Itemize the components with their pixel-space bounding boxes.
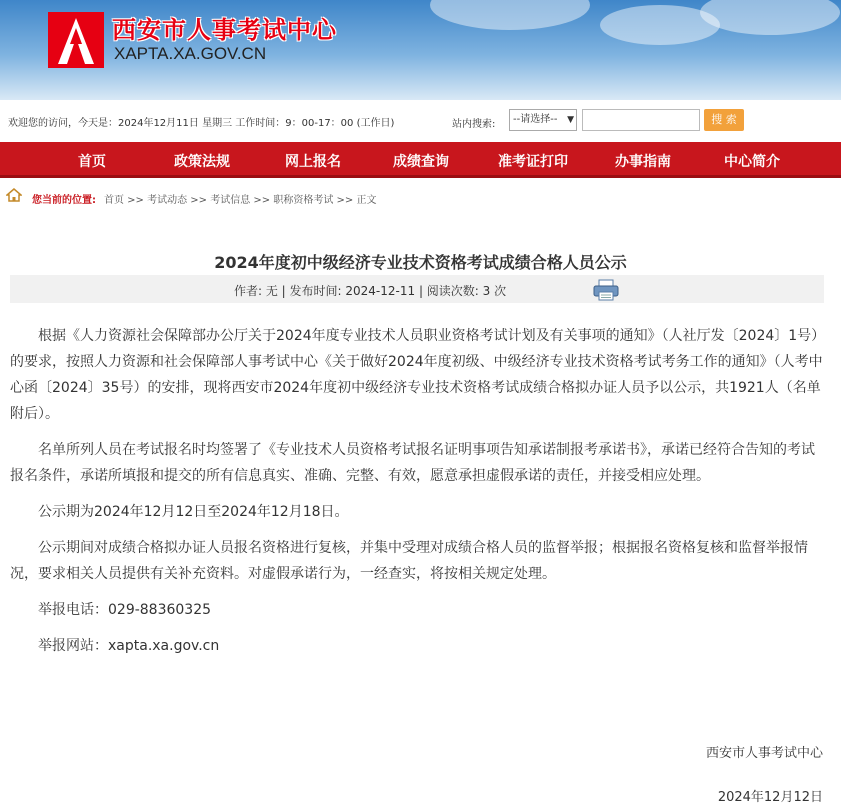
- report-website[interactable]: 举报网站：xapta.xa.gov.cn: [38, 638, 220, 654]
- site-header: [0, 0, 841, 100]
- welcome-text: 欢迎您的访问，今天是：2024年12月11日 星期三 工作时间：9：00-17：00 (工作日): [8, 118, 395, 129]
- article-meta-text: 作者: 无 | 发布时间: 2024-12-11 | 阅读次数: 3 次: [234, 284, 507, 298]
- nav-item-registration[interactable]: 网上报名: [285, 154, 341, 170]
- article-meta: [10, 275, 824, 303]
- search-input[interactable]: [582, 109, 700, 131]
- nav-item-home[interactable]: 首页: [78, 154, 106, 170]
- chevron-down-icon: ▼: [567, 115, 574, 125]
- article-paragraph: 公示期为2024年12月12日至2024年12月18日。: [38, 504, 349, 520]
- article-body: [10, 323, 826, 669]
- main-nav: [0, 142, 841, 178]
- nav-item-policy[interactable]: 政策法规: [174, 154, 230, 170]
- search-category-select[interactable]: [509, 109, 577, 131]
- breadcrumb: [0, 184, 841, 212]
- site-logo-icon[interactable]: [48, 12, 104, 68]
- site-title[interactable]: 西安市人事考试中心: [112, 16, 337, 44]
- article-title: 2024年度初中级经济专业技术资格考试成绩合格人员公示: [214, 253, 627, 272]
- search-button[interactable]: 搜 索: [704, 109, 744, 131]
- search-label: 站内搜索:: [452, 119, 496, 130]
- report-phone: 举报电话：029-88360325: [38, 602, 212, 618]
- search-category-value: --请选择--: [513, 114, 558, 125]
- cloud-decoration: [430, 0, 590, 30]
- nav-item-guide[interactable]: 办事指南: [615, 154, 671, 170]
- breadcrumb-path[interactable]: 首页 >> 考试动态 >> 考试信息 >> 职称资格考试 >> 正文: [104, 195, 377, 206]
- article-paragraph: 公示期间对成绩合格拟办证人员报名资格进行复核，并集中受理对成绩合格人员的监督举报；根据报名资格复核和监督举报情况，要求相关人员提供有关补充资料。对虚假承诺行为，一经查实，将按相关规定处理。: [10, 540, 808, 582]
- site-domain: XAPTA.XA.GOV.CN: [114, 44, 267, 63]
- home-icon: [6, 188, 22, 205]
- nav-item-admission-ticket[interactable]: 准考证打印: [498, 154, 568, 170]
- info-bar: [0, 100, 841, 142]
- printer-icon[interactable]: [593, 279, 619, 304]
- article-signature: 西安市人事考试中心: [705, 746, 823, 761]
- nav-item-about[interactable]: 中心简介: [724, 154, 780, 170]
- cloud-decoration: [700, 0, 840, 35]
- nav-item-score-query[interactable]: 成绩查询: [393, 154, 449, 170]
- article-paragraph: 根据《人力资源社会保障部办公厅关于2024年度专业技术人员职业资格考试计划及有关事项的通知》（人社厅发〔2024〕1号）的要求，按照人力资源和社会保障部人事考试中心《关于做好2024年度初级、中级经济专业技术资格考试考务工作的通知》（人考中心函〔2024〕35号）的安排，现将西安市2024年度初中级经济专业技术资格考试成绩合格拟办证人员予以公示，共1921人（名单附后）。: [10, 328, 826, 422]
- article-date: 2024年12月12日: [717, 790, 823, 805]
- article-paragraph: 名单所列人员在考试报名时均签署了《专业技术人员资格考试报名证明事项告知承诺制报考承诺书》，承诺已经符合告知的考试报名条件，承诺所填报和提交的所有信息真实、准确、完整、有效，愿意承担虚假承诺的责任，并接受相应处理。: [10, 442, 815, 484]
- breadcrumb-label: 您当前的位置:: [32, 195, 96, 206]
